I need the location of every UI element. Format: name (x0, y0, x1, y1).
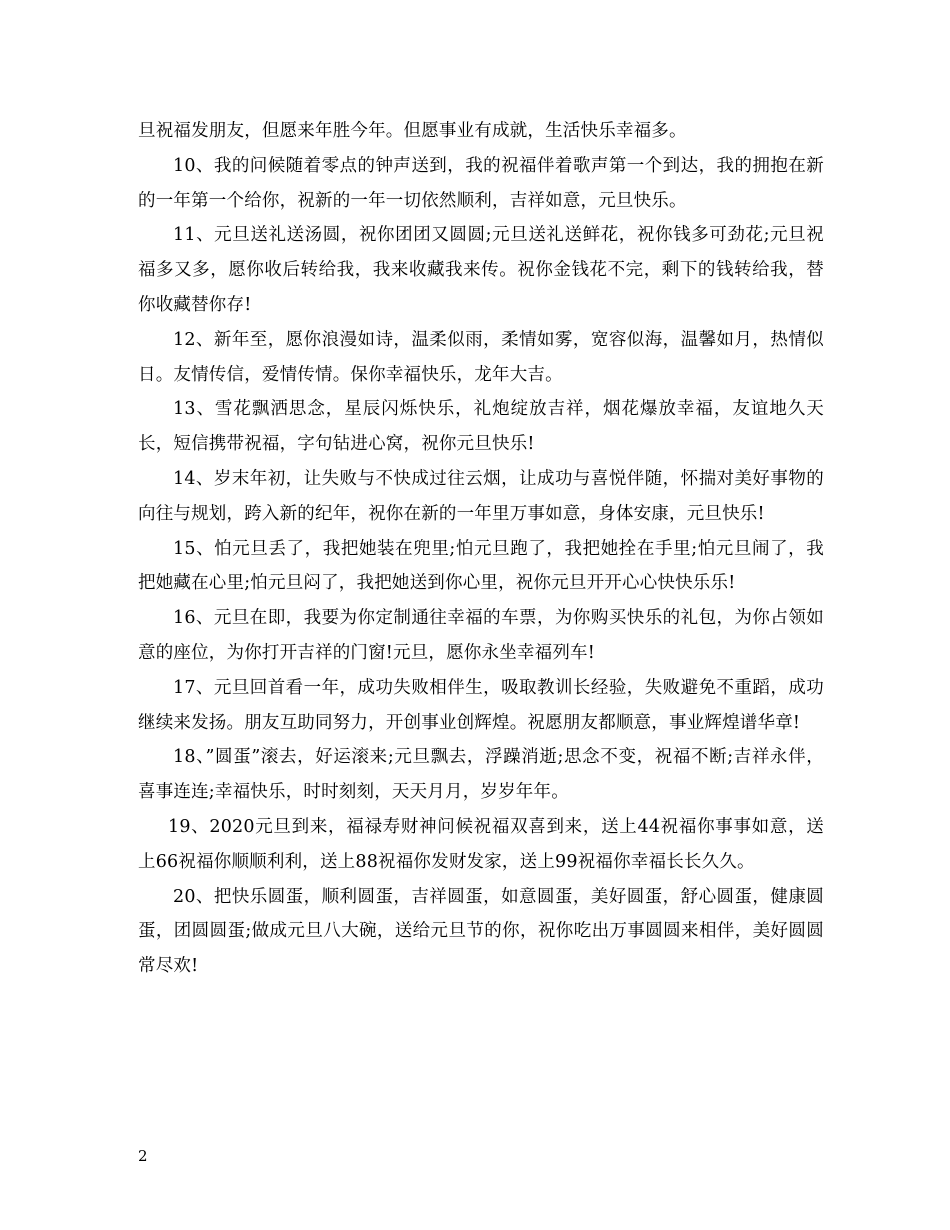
page-number: 2 (138, 1147, 148, 1165)
paragraph-item-15: 15、怕元旦丢了，我把她装在兜里;怕元旦跑了，我把她拴在手里;怕元旦闹了，我把她藏在心里;怕元旦闷了，我把她送到你心里，祝你元旦开开心心快快乐乐! (138, 538, 824, 594)
paragraph-item-10: 10、我的问候随着零点的钟声送到，我的祝福伴着歌声第一个到达，我的拥抱在新的一年第一个给你，祝新的一年一切依然顺利，吉祥如意，元旦快乐。 (138, 155, 824, 211)
paragraph-continuation: 旦祝福发朋友，但愿来年胜今年。但愿事业有成就，生活快乐幸福多。 (138, 121, 687, 141)
paragraph-item-17: 17、元旦回首看一年，成功失败相伴生，吸取教训长经验，失败避免不重蹈，成功继续来发扬。朋友互助同努力，开创事业创辉煌。祝愿朋友都顺意，事业辉煌谱华章! (138, 677, 824, 733)
paragraph-item-16: 16、元旦在即，我要为你定制通往幸福的车票，为你购买快乐的礼包，为你占领如意的座位，为你打开吉祥的门窗!元旦，愿你永坐幸福列车! (138, 608, 824, 663)
paragraph-item-20: 20、把快乐圆蛋，顺利圆蛋，吉祥圆蛋，如意圆蛋，美好圆蛋，舒心圆蛋，健康圆蛋，团圆圆蛋;做成元旦八大碗，送给元旦节的你，祝你吃出万事圆圆来相伴，美好圆圆常尽欢! (138, 886, 824, 977)
document-body (138, 114, 824, 984)
paragraph-item-13: 13、雪花飘洒思念，星辰闪烁快乐，礼炮绽放吉祥，烟花爆放幸福，友谊地久天长，短信携带祝福，字句钻进心窝，祝你元旦快乐! (138, 399, 824, 455)
paragraph-item-14: 14、岁末年初，让失败与不快成过往云烟，让成功与喜悦伴随，怀揣对美好事物的向往与规划，跨入新的纪年，祝你在新的一年里万事如意，身体安康，元旦快乐! (138, 468, 824, 524)
paragraph-item-19: 19、2020元旦到来，福禄寿财神问候祝福双喜到来，送上44祝福你事事如意，送上66祝福你顺顺利利，送上88祝福你发财发家，送上99祝福你幸福长长久久。 (138, 816, 824, 872)
paragraph-item-11: 11、元旦送礼送汤圆，祝你团团又圆圆;元旦送礼送鲜花，祝你钱多可劲花;元旦祝福多又多，愿你收后转给我，我来收藏我来传。祝你金钱花不完，剩下的钱转给我，替你收藏替你存! (138, 225, 824, 315)
paragraph-item-12: 12、新年至，愿你浪漫如诗，温柔似雨，柔情如雾，宽容似海，温馨如月，热情似日。友情传信，爱情传情。保你幸福快乐，龙年大吉。 (138, 329, 824, 385)
paragraph-item-18: 18、”圆蛋”滚去，好运滚来;元旦飘去，浮躁消逝;思念不变，祝福不断;吉祥永伴，喜事连连;幸福快乐，时时刻刻，天天月月，岁岁年年。 (138, 747, 824, 803)
